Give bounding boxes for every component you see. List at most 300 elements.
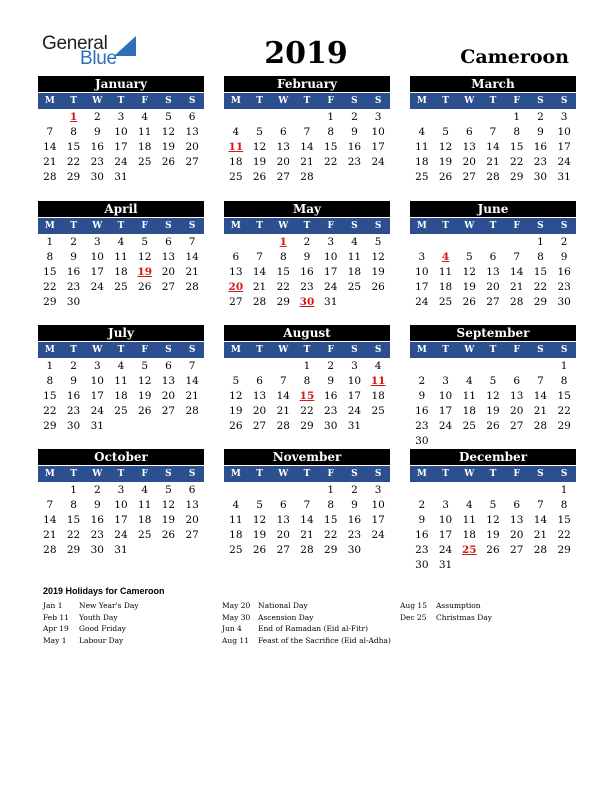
- day-cell: 14: [300, 141, 314, 153]
- day-cell: 12: [161, 499, 176, 511]
- holiday-row: [43, 636, 139, 648]
- holiday-date: Apr 19: [43, 624, 69, 633]
- holiday-column: [43, 601, 139, 647]
- holiday-row: [43, 613, 139, 625]
- weekday-header: [38, 466, 204, 482]
- day-cell: 5: [141, 236, 149, 248]
- day-cell: 3: [351, 360, 358, 372]
- day-cell: 2: [560, 236, 568, 248]
- day-cell: 22: [66, 529, 81, 541]
- day-cell: 22: [510, 156, 524, 168]
- empty-cell: [529, 483, 553, 498]
- day-cell: 18: [438, 281, 453, 293]
- day-cell: 6: [165, 236, 172, 248]
- holiday-day-cell: 1: [279, 236, 287, 248]
- day-cell: 24: [90, 281, 104, 293]
- month-title: July: [38, 325, 204, 341]
- day-cell: 7: [256, 251, 263, 263]
- weekday-label: T: [256, 221, 263, 231]
- day-cell: 24: [371, 156, 385, 168]
- weekday-label: M: [416, 345, 427, 355]
- day-cell: 21: [252, 281, 267, 293]
- day-cell: 10: [438, 390, 453, 402]
- holiday-name: Feast of the Sacrifice (Eid al-Adha): [258, 635, 391, 645]
- day-cell: 17: [371, 514, 385, 526]
- day-cell: 29: [43, 420, 57, 432]
- day-cell: 4: [141, 484, 149, 496]
- day-cell: 11: [415, 141, 429, 153]
- day-cell: 26: [138, 281, 152, 293]
- month-title: March: [410, 76, 576, 92]
- month-may: [224, 201, 390, 310]
- day-cell: 21: [533, 529, 548, 541]
- day-cell: 27: [185, 529, 199, 541]
- day-cell: 23: [90, 529, 104, 541]
- day-cell: 8: [46, 375, 54, 387]
- day-cell: 2: [70, 360, 77, 372]
- day-cell: 8: [560, 499, 568, 511]
- empty-cell: [271, 483, 295, 498]
- weekday-header: [38, 218, 204, 234]
- weekday-label: S: [351, 345, 358, 355]
- day-cell: 17: [90, 266, 104, 278]
- empty-cell: [410, 110, 434, 125]
- day-cell: 17: [438, 529, 453, 541]
- day-cell: 13: [185, 126, 199, 138]
- days-grid: [224, 110, 390, 185]
- day-cell: 15: [557, 390, 571, 402]
- day-cell: 4: [418, 126, 426, 138]
- day-cell: 17: [415, 281, 429, 293]
- holiday-name: Christmas Day: [436, 612, 492, 622]
- day-cell: 15: [533, 266, 548, 278]
- day-cell: 19: [486, 405, 500, 417]
- day-cell: 6: [489, 251, 497, 263]
- weekday-label: T: [442, 96, 449, 106]
- empty-cell: [505, 359, 529, 374]
- day-cell: 29: [324, 544, 338, 556]
- empty-cell: [38, 483, 62, 498]
- day-cell: 31: [557, 171, 571, 183]
- day-cell: 22: [66, 156, 81, 168]
- day-cell: 13: [276, 514, 290, 526]
- day-cell: 9: [351, 126, 358, 138]
- day-cell: 6: [279, 126, 287, 138]
- day-cell: 9: [560, 251, 568, 263]
- day-cell: 19: [138, 390, 152, 402]
- weekday-label: T: [442, 345, 449, 355]
- day-cell: 28: [43, 544, 57, 556]
- empty-cell: [224, 359, 248, 374]
- day-cell: 24: [114, 529, 128, 541]
- day-cell: 24: [438, 544, 453, 556]
- day-cell: 8: [70, 499, 77, 511]
- day-cell: 20: [161, 266, 176, 278]
- day-cell: 25: [438, 296, 453, 308]
- day-cell: 2: [351, 111, 358, 123]
- day-cell: 3: [117, 111, 125, 123]
- weekday-label: M: [230, 345, 241, 355]
- day-cell: 8: [537, 251, 544, 263]
- day-cell: 3: [442, 375, 449, 387]
- day-cell: 25: [462, 420, 476, 432]
- day-cell: 6: [513, 499, 521, 511]
- day-cell: 11: [114, 251, 128, 263]
- weekday-label: T: [70, 221, 77, 231]
- day-cell: 5: [165, 484, 172, 496]
- day-cell: 16: [533, 141, 548, 153]
- holiday-row: [400, 601, 492, 613]
- day-cell: 29: [43, 296, 57, 308]
- month-december: [410, 449, 576, 573]
- holiday-name: End of Ramadan (Eid al-Fitr): [258, 624, 369, 633]
- weekday-label: F: [513, 221, 520, 231]
- day-cell: 29: [300, 420, 314, 432]
- holiday-name: Assumption: [436, 601, 481, 610]
- weekday-label: S: [188, 221, 196, 231]
- day-cell: 2: [93, 111, 101, 123]
- day-cell: 18: [229, 529, 243, 541]
- empty-cell: [457, 235, 481, 250]
- day-cell: 20: [510, 529, 524, 541]
- day-cell: 8: [560, 375, 568, 387]
- day-cell: 7: [46, 126, 54, 138]
- weekday-label: W: [278, 469, 289, 479]
- day-cell: 26: [462, 296, 476, 308]
- day-cell: 12: [138, 251, 152, 263]
- day-cell: 6: [165, 360, 172, 372]
- month-title: August: [224, 325, 390, 341]
- weekday-label: S: [351, 469, 358, 479]
- day-cell: 15: [43, 390, 57, 402]
- weekday-label: W: [92, 221, 103, 231]
- weekday-label: F: [327, 221, 334, 231]
- weekday-label: S: [560, 221, 568, 231]
- weekday-label: M: [230, 96, 241, 106]
- weekday-label: T: [442, 469, 449, 479]
- day-cell: 9: [418, 514, 426, 526]
- weekday-label: F: [141, 469, 148, 479]
- day-cell: 29: [66, 544, 81, 556]
- day-cell: 17: [114, 514, 128, 526]
- day-cell: 1: [70, 484, 77, 496]
- day-cell: 5: [489, 499, 497, 511]
- holiday-date: Dec 25: [400, 612, 427, 622]
- day-cell: 2: [70, 236, 77, 248]
- days-grid: [224, 359, 390, 434]
- weekday-label: W: [92, 345, 103, 355]
- day-cell: 1: [513, 111, 521, 123]
- empty-cell: [457, 110, 481, 125]
- day-cell: 7: [188, 360, 196, 372]
- empty-cell: [457, 359, 481, 374]
- day-cell: 10: [114, 126, 128, 138]
- weekday-label: S: [560, 469, 568, 479]
- day-cell: 29: [66, 171, 81, 183]
- day-cell: 16: [324, 390, 338, 402]
- day-cell: 22: [557, 529, 571, 541]
- month-title: December: [410, 449, 576, 465]
- weekday-header: [410, 466, 576, 482]
- day-cell: 28: [533, 544, 548, 556]
- holiday-row: [222, 636, 391, 648]
- holiday-day-cell: 15: [299, 390, 315, 402]
- holiday-day-cell: 4: [441, 251, 450, 263]
- month-february: [224, 76, 390, 185]
- day-cell: 2: [93, 484, 101, 496]
- day-cell: 11: [347, 251, 362, 263]
- day-cell: 13: [161, 375, 176, 387]
- day-cell: 21: [185, 266, 199, 278]
- day-cell: 18: [138, 514, 152, 526]
- day-cell: 9: [351, 499, 358, 511]
- weekday-header: [224, 342, 390, 358]
- day-cell: 15: [324, 514, 338, 526]
- day-cell: 27: [276, 171, 290, 183]
- weekday-label: T: [70, 96, 77, 106]
- day-cell: 7: [303, 499, 311, 511]
- day-cell: 18: [138, 141, 152, 153]
- empty-cell: [248, 359, 272, 374]
- day-cell: 20: [276, 529, 290, 541]
- day-cell: 31: [90, 420, 104, 432]
- weekday-label: S: [374, 96, 382, 106]
- day-cell: 6: [513, 375, 521, 387]
- month-title: April: [38, 201, 204, 217]
- day-cell: 1: [327, 484, 335, 496]
- day-cell: 12: [438, 141, 453, 153]
- empty-cell: [434, 483, 458, 498]
- weekday-label: S: [537, 469, 544, 479]
- day-cell: 28: [43, 171, 57, 183]
- day-cell: 21: [276, 405, 290, 417]
- day-cell: 11: [138, 499, 152, 511]
- day-cell: 24: [557, 156, 571, 168]
- day-cell: 17: [347, 390, 362, 402]
- weekday-label: S: [165, 96, 172, 106]
- empty-cell: [410, 359, 434, 374]
- day-cell: 11: [462, 514, 476, 526]
- day-cell: 4: [374, 360, 382, 372]
- holiday-row: [43, 624, 139, 636]
- day-cell: 12: [229, 390, 243, 402]
- day-cell: 27: [462, 171, 476, 183]
- day-cell: 9: [93, 499, 101, 511]
- day-cell: 10: [371, 126, 385, 138]
- day-cell: 12: [161, 126, 176, 138]
- day-cell: 23: [557, 281, 571, 293]
- country-title: Cameroon: [460, 46, 569, 68]
- day-cell: 31: [114, 544, 128, 556]
- day-cell: 7: [279, 375, 287, 387]
- day-cell: 11: [462, 390, 476, 402]
- day-cell: 21: [300, 156, 314, 168]
- days-grid: [410, 359, 576, 449]
- day-cell: 10: [557, 126, 571, 138]
- day-cell: 14: [510, 266, 524, 278]
- day-cell: 16: [415, 405, 429, 417]
- empty-cell: [224, 235, 248, 250]
- day-cell: 24: [114, 156, 128, 168]
- weekday-label: T: [489, 345, 497, 355]
- day-cell: 27: [229, 296, 243, 308]
- day-cell: 12: [371, 251, 385, 263]
- day-cell: 21: [185, 390, 199, 402]
- weekday-label: T: [489, 96, 497, 106]
- weekday-label: T: [70, 469, 77, 479]
- day-cell: 18: [462, 529, 476, 541]
- empty-cell: [295, 483, 319, 498]
- day-cell: 31: [114, 171, 128, 183]
- holiday-day-cell: 20: [228, 281, 244, 293]
- day-cell: 2: [537, 111, 544, 123]
- empty-cell: [505, 235, 529, 250]
- day-cell: 20: [510, 405, 524, 417]
- days-grid: [410, 483, 576, 573]
- holiday-column: [222, 601, 391, 647]
- weekday-label: W: [464, 345, 475, 355]
- day-cell: 15: [324, 141, 338, 153]
- weekday-label: T: [256, 96, 263, 106]
- day-cell: 15: [510, 141, 524, 153]
- day-cell: 13: [252, 390, 267, 402]
- day-cell: 7: [537, 499, 544, 511]
- day-cell: 25: [114, 405, 128, 417]
- day-cell: 21: [486, 156, 500, 168]
- empty-cell: [434, 110, 458, 125]
- day-cell: 30: [415, 435, 429, 447]
- day-cell: 30: [557, 296, 571, 308]
- day-cell: 19: [252, 156, 267, 168]
- holiday-row: [43, 601, 139, 613]
- day-cell: 23: [324, 405, 338, 417]
- day-cell: 14: [486, 141, 500, 153]
- day-cell: 22: [300, 405, 314, 417]
- holiday-day-cell: 1: [69, 111, 78, 123]
- holiday-day-cell: 19: [137, 266, 153, 278]
- holiday-row: [222, 624, 391, 636]
- day-cell: 8: [46, 251, 54, 263]
- day-cell: 19: [371, 266, 385, 278]
- holiday-day-cell: 11: [370, 375, 386, 387]
- day-cell: 23: [300, 281, 314, 293]
- day-cell: 22: [43, 405, 57, 417]
- day-cell: 19: [438, 156, 453, 168]
- weekday-label: T: [117, 345, 125, 355]
- month-july: [38, 325, 204, 434]
- day-cell: 20: [276, 156, 290, 168]
- day-cell: 8: [279, 251, 287, 263]
- holiday-name: Good Friday: [79, 624, 126, 633]
- day-cell: 23: [533, 156, 548, 168]
- holiday-date: May 1: [43, 635, 67, 645]
- day-cell: 25: [229, 171, 243, 183]
- day-cell: 14: [533, 390, 548, 402]
- holiday-name: Labour Day: [79, 635, 124, 645]
- weekday-label: T: [489, 469, 497, 479]
- day-cell: 3: [327, 236, 335, 248]
- day-cell: 8: [303, 375, 311, 387]
- day-cell: 1: [46, 236, 54, 248]
- empty-cell: [248, 483, 272, 498]
- day-cell: 2: [418, 375, 426, 387]
- weekday-label: W: [92, 469, 103, 479]
- weekday-label: T: [117, 221, 125, 231]
- weekday-label: F: [513, 345, 520, 355]
- day-cell: 5: [256, 126, 263, 138]
- day-cell: 26: [371, 281, 385, 293]
- day-cell: 20: [185, 514, 199, 526]
- day-cell: 7: [303, 126, 311, 138]
- days-grid: [224, 483, 390, 558]
- day-cell: 12: [486, 390, 500, 402]
- day-cell: 11: [229, 514, 243, 526]
- day-cell: 29: [510, 171, 524, 183]
- weekday-label: S: [537, 96, 544, 106]
- day-cell: 23: [66, 281, 81, 293]
- day-cell: 19: [462, 281, 476, 293]
- month-november: [224, 449, 390, 558]
- weekday-label: W: [278, 221, 289, 231]
- day-cell: 21: [533, 405, 548, 417]
- month-title: January: [38, 76, 204, 92]
- day-cell: 16: [90, 141, 104, 153]
- month-title: June: [410, 201, 576, 217]
- day-cell: 23: [415, 420, 429, 432]
- weekday-label: S: [537, 221, 544, 231]
- holiday-day-cell: 30: [299, 296, 315, 308]
- day-cell: 16: [66, 266, 81, 278]
- holiday-date: May 20: [222, 601, 251, 610]
- day-cell: 4: [117, 360, 125, 372]
- empty-cell: [481, 483, 505, 498]
- day-cell: 28: [533, 420, 548, 432]
- day-cell: 8: [70, 126, 77, 138]
- day-cell: 22: [43, 281, 57, 293]
- weekday-label: W: [92, 96, 103, 106]
- days-grid: [38, 483, 204, 558]
- day-cell: 10: [415, 266, 429, 278]
- day-cell: 14: [533, 514, 548, 526]
- day-cell: 7: [188, 236, 196, 248]
- day-cell: 9: [93, 126, 101, 138]
- day-cell: 23: [90, 156, 104, 168]
- day-cell: 3: [117, 484, 125, 496]
- holiday-name: National Day: [258, 601, 308, 610]
- day-cell: 27: [161, 281, 176, 293]
- day-cell: 14: [185, 251, 199, 263]
- day-cell: 3: [374, 111, 382, 123]
- empty-cell: [248, 110, 272, 125]
- day-cell: 20: [252, 405, 267, 417]
- day-cell: 14: [276, 390, 290, 402]
- day-cell: 23: [347, 529, 362, 541]
- day-cell: 4: [465, 375, 473, 387]
- day-cell: 28: [510, 296, 524, 308]
- day-cell: 13: [276, 141, 290, 153]
- day-cell: 18: [229, 156, 243, 168]
- weekday-label: T: [303, 221, 311, 231]
- weekday-label: S: [560, 345, 568, 355]
- weekday-header: [224, 466, 390, 482]
- day-cell: 5: [141, 360, 149, 372]
- empty-cell: [457, 483, 481, 498]
- day-cell: 4: [232, 126, 240, 138]
- day-cell: 28: [300, 171, 314, 183]
- day-cell: 26: [486, 420, 500, 432]
- day-cell: 3: [442, 499, 449, 511]
- day-cell: 27: [252, 420, 267, 432]
